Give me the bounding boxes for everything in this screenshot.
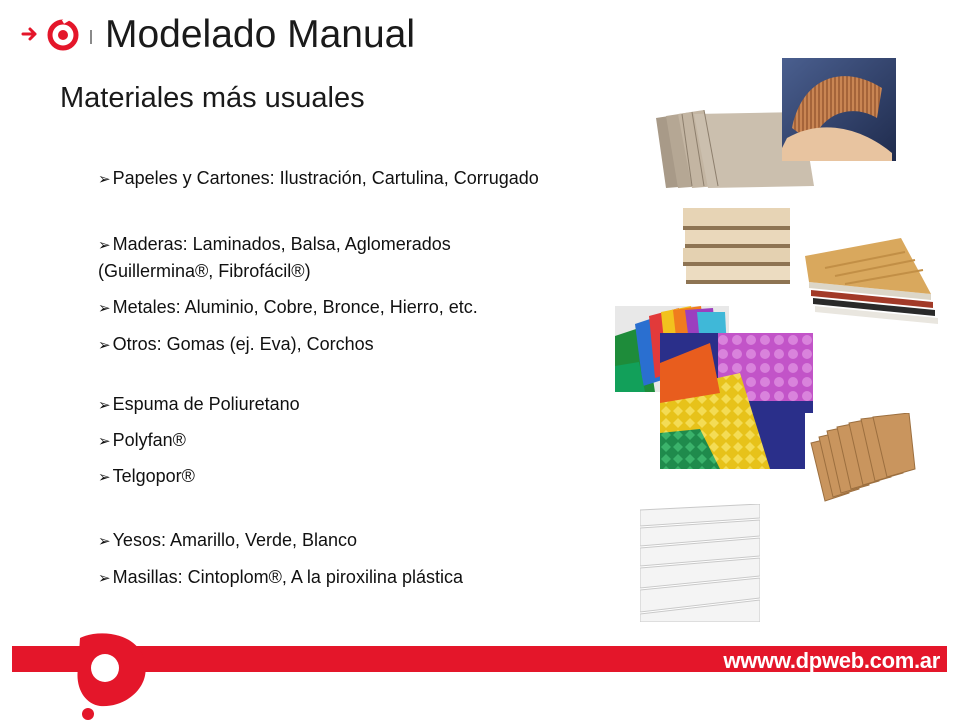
- list-item: ➢ Papeles y Cartones: Ilustración, Cartulina, Corrugado: [98, 168, 539, 188]
- bullet-arrow-icon: ➢: [98, 532, 111, 550]
- list-item: ➢ Masillas: Cintoplom®, A la piroxilina plástica: [98, 567, 463, 587]
- brand-drop-decoration: [70, 628, 150, 720]
- bullet-arrow-icon: ➢: [98, 569, 111, 587]
- cork-sheets-image: [805, 413, 923, 503]
- list-item: ➢ Telgopor®: [98, 466, 195, 486]
- bullet-arrow-icon: ➢: [98, 336, 111, 354]
- bullet-arrow-icon: ➢: [98, 236, 111, 254]
- list-item: ➢ Metales: Aluminio, Cobre, Bronce, Hierro, etc.: [98, 297, 478, 317]
- brand-logo-icon: [46, 18, 80, 52]
- list-item: ➢ Otros: Gomas (ej. Eva), Corchos: [98, 334, 374, 354]
- arrow-right-icon: [20, 24, 40, 44]
- white-foam-boards-image: [640, 504, 760, 622]
- list-item: ➢ Polyfan®: [98, 430, 186, 450]
- bullet-arrow-icon: ➢: [98, 432, 111, 450]
- textured-foam-sheets-image: [660, 333, 813, 469]
- bullet-arrow-icon: ➢: [98, 299, 111, 317]
- plywood-stack-image: [683, 208, 790, 288]
- bullet-arrow-icon: ➢: [98, 396, 111, 414]
- list-item: ➢ Yesos: Amarillo, Verde, Blanco: [98, 530, 358, 550]
- header-divider: [90, 30, 92, 44]
- section-subtitle: Materiales más usuales: [60, 82, 365, 114]
- list-item: ➢ Espuma de Poliuretano: [98, 394, 300, 414]
- laminated-boards-image: [805, 238, 938, 325]
- bullet-arrow-icon: ➢: [98, 468, 111, 486]
- list-item: ➢ Maderas: Laminados, Balsa, Aglomerados (Guillermina®, Fibrofácil®): [98, 234, 451, 281]
- corrugated-paper-roll-image: [782, 58, 896, 161]
- page-title: Modelado Manual: [105, 13, 416, 56]
- bullet-arrow-icon: ➢: [98, 170, 111, 188]
- footer-url[interactable]: wwww.dpweb.com.ar: [723, 648, 940, 673]
